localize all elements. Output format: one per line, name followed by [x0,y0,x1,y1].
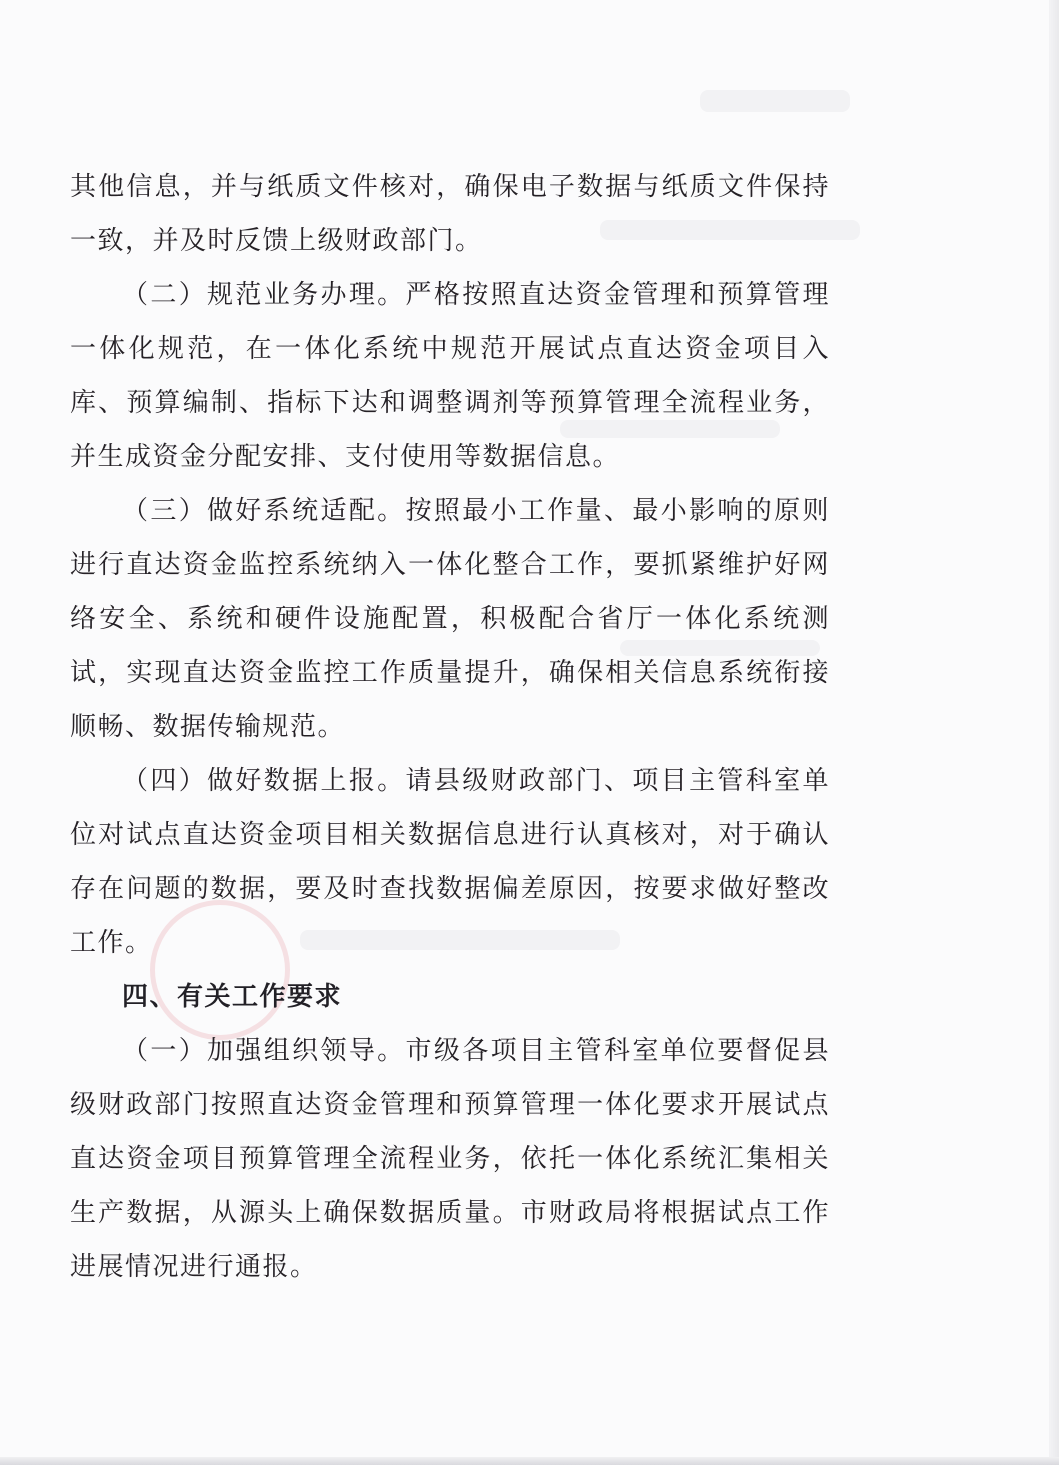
paragraph-data-reporting: （四）做好数据上报。请县级财政部门、项目主管科室单位对试点直达资金项目相关数据信息进行认真核对，对于确认存在问题的数据，要及时查找数据偏差原因，按要求做好整改工作。 [70,766,830,958]
paragraph-organization-leadership: （一）加强组织领导。市级各项目主管科室单位要督促县级财政部门按照直达资金管理和预算管理一体化要求开展试点直达资金项目预算管理全流程业务，依托一体化系统汇集相关生产数据，从源头上确保数据质量。市财政局将根据试点工作进展情况进行通报。 [70,1036,830,1282]
paragraph-continuation: 其他信息，并与纸质文件核对，确保电子数据与纸质文件保持一致，并及时反馈上级财政部门。 [70,172,830,256]
paragraph-standardize-operations: （二）规范业务办理。严格按照直达资金管理和预算管理一体化规范，在一体化系统中规范开展试点直达资金项目入库、预算编制、指标下达和调整调剂等预算管理全流程业务，并生成资金分配安排、支付使用等数据信息。 [70,280,830,472]
section-heading: 四、有关工作要求 [122,982,343,1012]
document-body [70,160,830,1294]
show-through-mark [700,90,850,112]
paragraph-system-adaptation: （三）做好系统适配。按照最小工作量、最小影响的原则进行直达资金监控系统纳入一体化整合工作，要抓紧维护好网络安全、系统和硬件设施配置，积极配合省厅一体化系统测试，实现直达资金监控工作质量提升，确保相关信息系统衔接顺畅、数据传输规范。 [70,496,830,742]
page-right-edge [1049,0,1059,1465]
page-bottom-edge [0,1457,1059,1465]
